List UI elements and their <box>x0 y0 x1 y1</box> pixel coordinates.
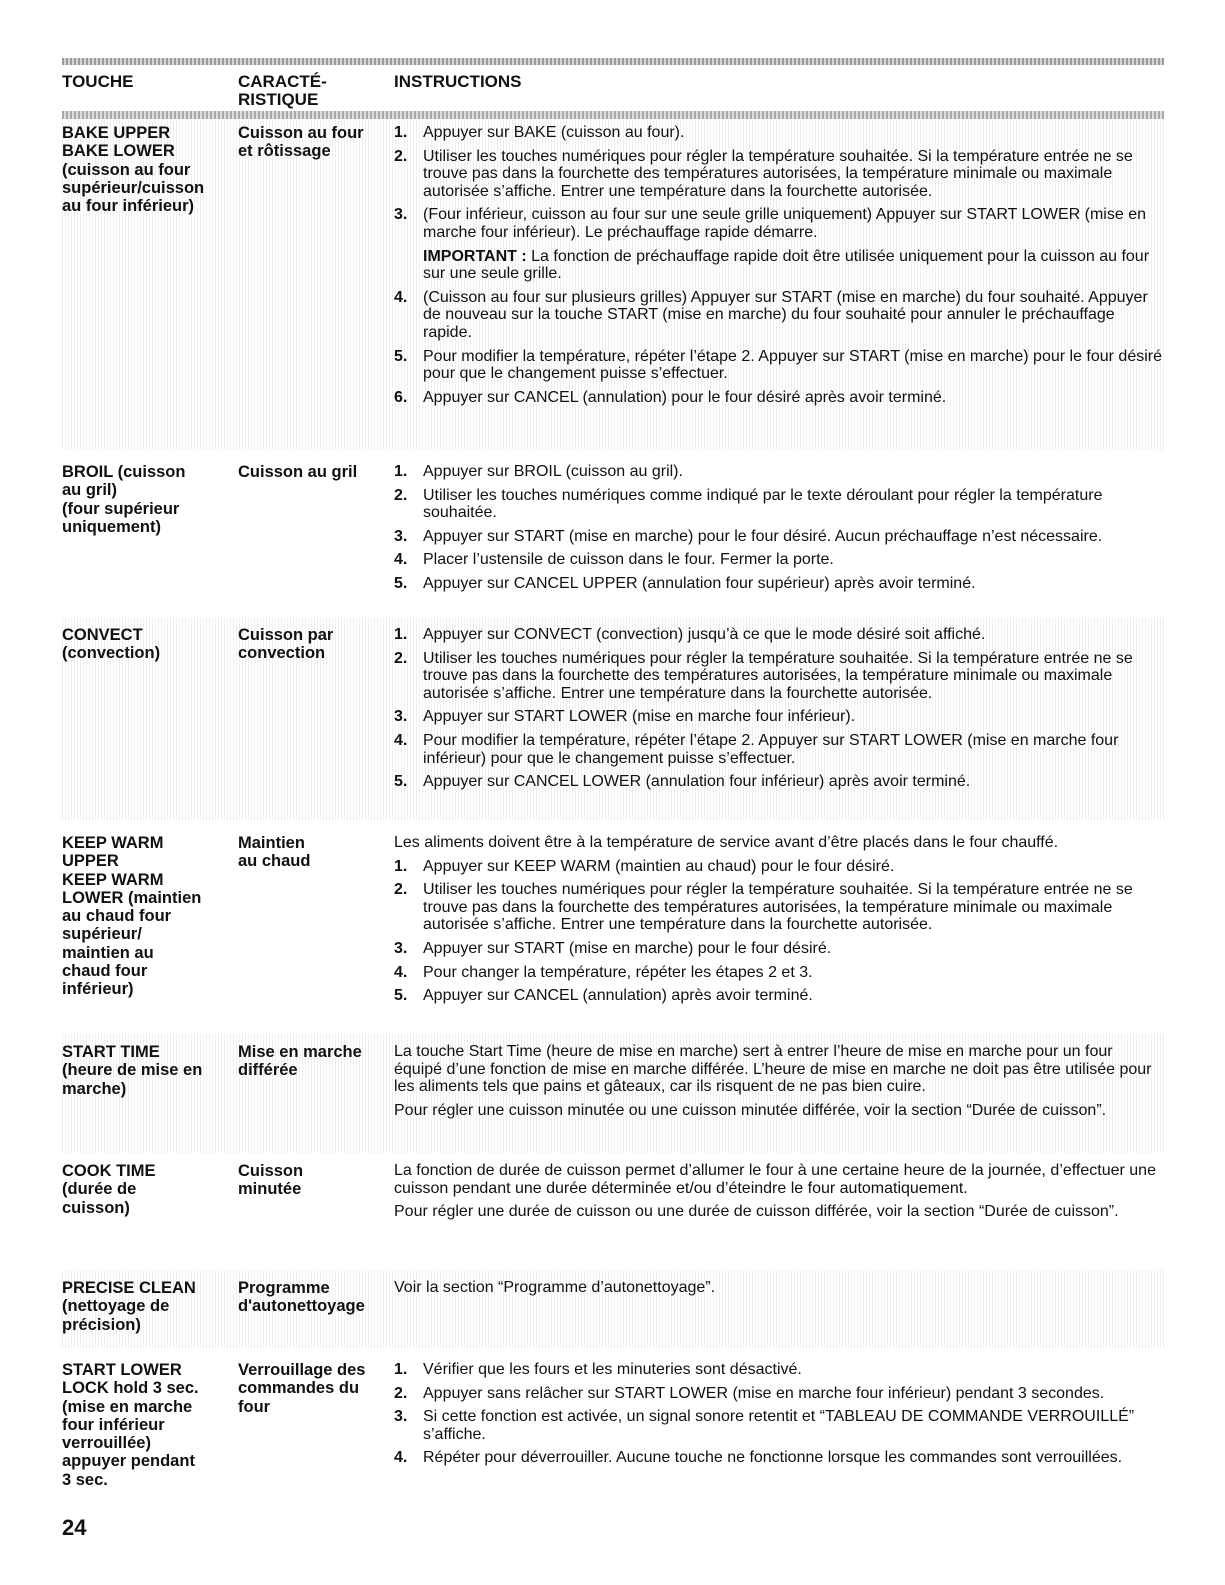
table-row-convect <box>62 618 1164 820</box>
table-row-bake <box>62 119 1164 450</box>
list-item: 5. Pour modifier la température, répéter l’étape 2. Appuyer sur START (mise en marche) pour le four désiré pour que le changement puisse s’effectuer. <box>394 347 1163 383</box>
key-precise-clean: PRECISE CLEAN (nettoyage de précision) <box>62 1279 196 1334</box>
paragraph: Pour régler une cuisson minutée ou une cuisson minutée différée, voir la section “Durée de cuisson”. <box>394 1101 1107 1119</box>
header-touche: TOUCHE <box>62 72 134 91</box>
important-note: IMPORTANT : La fonction de préchauffage rapide doit être utilisée uniquement pour la cuisson au four sur une seule grille. <box>423 247 1150 283</box>
list-item: 3. Si cette fonction est activée, un signal sonore retentit et “TABLEAU DE COMMANDE VERROUILLÉ” s’affiche. <box>394 1408 1135 1443</box>
key-start-time: START TIME (heure de mise en marche) <box>62 1043 203 1098</box>
table-header <box>62 65 1164 111</box>
feature-start-time: Mise en marche différée <box>238 1043 362 1080</box>
list-item: 1. Appuyer sur BAKE (cuisson au four). <box>394 124 685 141</box>
list-item: 2. Appuyer sans relâcher sur START LOWER (mise en marche four inférieur) pendant 3 secondes. <box>394 1384 1105 1402</box>
list-item: 1. Appuyer sur CONVECT (convection) jusqu’à ce que le mode désiré soit affiché. <box>394 626 986 643</box>
list-item: 2. Utiliser les touches numériques pour régler la température souhaitée. Si la température entrée ne se trouve pas dans la fourchette des températures autorisées, la température minimale ou maximale autorisée s’affiche. Entrer une température dans la fourchette autorisée. <box>394 881 1133 934</box>
list-item: 4. Pour modifier la température, répéter l’étape 2. Appuyer sur START LOWER (mise en marche four inférieur) pour que le changement puisse s’effectuer. <box>394 731 1119 767</box>
header-instructions: INSTRUCTIONS <box>394 72 522 91</box>
top-rule <box>62 58 1164 65</box>
feature-broil: Cuisson au gril <box>238 463 358 481</box>
header-caracteristique: CARACTÉ- RISTIQUE <box>238 72 327 109</box>
key-cook-time: COOK TIME (durée de cuisson) <box>62 1162 156 1217</box>
list-item: 3. Appuyer sur START LOWER (mise en marche four inférieur). <box>394 708 856 726</box>
feature-precise-clean: Programme d'autonettoyage <box>238 1279 365 1316</box>
list-item: 5. Appuyer sur CANCEL (annulation) après avoir terminé. <box>394 987 813 1005</box>
feature-bake: Cuisson au four et rôtissage <box>238 124 364 161</box>
feature-convect: Cuisson par convection <box>238 626 334 663</box>
table-row-lock <box>62 1348 1164 1518</box>
feature-lock: Verrouillage des commandes du four <box>238 1361 366 1416</box>
paragraph: Voir la section “Programme d’autonettoyage”. <box>394 1279 716 1296</box>
paragraph: La touche Start Time (heure de mise en marche) sert à entrer l’heure de mise en marche pour un four équipé d’une fonction de mise en marche différée. L’heure de mise en marche ne doit pas être utilisée pour les aliments tels que pains et gâteaux, car ils risquent de ne pas bien cuire. <box>394 1043 1152 1096</box>
header-rule <box>62 111 1164 119</box>
list-item: 2. Utiliser les touches numériques pour régler la température souhaitée. Si la température entrée ne se trouve pas dans la fourchette des températures autorisées, la température minimale ou maximale autorisée s’affiche. Entrer une température dans la fourchette autorisée. <box>394 147 1133 200</box>
key-lock: START LOWER LOCK hold 3 sec. (mise en marche four inférieur verrouillée) appuyer pendant 3 sec. <box>62 1361 199 1489</box>
key-broil: BROIL (cuisson au gril) (four supérieur uniquement) <box>62 463 186 536</box>
paragraph: Pour régler une durée de cuisson ou une durée de cuisson différée, voir la section “Durée de cuisson”. <box>394 1203 1119 1221</box>
key-keep-warm: KEEP WARM UPPER KEEP WARM LOWER (maintien au chaud four supérieur/ maintien au chaud four inférieur) <box>62 834 202 999</box>
list-item: 4. Pour changer la température, répéter les étapes 2 et 3. <box>394 963 813 981</box>
list-item: 2. Utiliser les touches numériques pour régler la température souhaitée. Si la température entrée ne se trouve pas dans la fourchette des températures autorisées, la température minimale ou maximale autorisée s’affiche. Entrer une température dans la fourchette autorisée. <box>394 649 1133 702</box>
table-row-start-time <box>62 1034 1164 1153</box>
intro-text: Les aliments doivent être à la température de service avant d’être placés dans le four chauffé. <box>394 834 1059 851</box>
table-row-keep-warm <box>62 820 1164 1034</box>
list-item: 3. Appuyer sur START (mise en marche) pour le four désiré. Aucun préchauffage n’est nécessaire. <box>394 527 1103 545</box>
list-item: 5. Appuyer sur CANCEL LOWER (annulation four inférieur) après avoir terminé. <box>394 773 971 791</box>
key-bake: BAKE UPPER BAKE LOWER (cuisson au four supérieur/cuisson au four inférieur) <box>62 124 205 216</box>
feature-table <box>62 58 1164 1518</box>
feature-keep-warm: Maintien au chaud <box>238 834 311 871</box>
list-item: 3. (Four inférieur, cuisson au four sur une seule grille uniquement) Appuyer sur START LOWER (mise en marche four inférieur). Le préchauffage rapide démarre. <box>394 206 1146 241</box>
table-row-broil <box>62 450 1164 618</box>
feature-cook-time: Cuisson minutée <box>238 1162 304 1199</box>
table-row-cook-time <box>62 1153 1164 1270</box>
key-convect: CONVECT (convection) <box>62 626 161 663</box>
table-row-precise-clean <box>62 1270 1164 1348</box>
list-item: 6. Appuyer sur CANCEL (annulation) pour le four désiré après avoir terminé. <box>394 388 947 406</box>
list-item: 1. Appuyer sur KEEP WARM (maintien au chaud) pour le four désiré. <box>394 857 895 875</box>
list-item: 3. Appuyer sur START (mise en marche) pour le four désiré. <box>394 939 832 957</box>
list-item: 5. Appuyer sur CANCEL UPPER (annulation four supérieur) après avoir terminé. <box>394 574 976 592</box>
list-item: 4. Placer l’ustensile de cuisson dans le four. Fermer la porte. <box>394 551 834 569</box>
page-number: 24 <box>62 1515 87 1540</box>
list-item: 1. Appuyer sur BROIL (cuisson au gril). <box>394 463 683 480</box>
list-item: 2. Utiliser les touches numériques comme indiqué par le texte déroulant pour régler la température souhaitée. <box>394 486 1103 522</box>
list-item: 4. (Cuisson au four sur plusieurs grilles) Appuyer sur START (mise en marche) du four souhaité. Appuyer de nouveau sur la touche START (mise en marche) du four souhaité pour annuler le préchauffage rapide. <box>394 288 1148 341</box>
list-item: 1. Vérifier que les fours et les minuteries sont désactivé. <box>394 1361 802 1378</box>
paragraph: La fonction de durée de cuisson permet d’allumer le four à une certaine heure de la journée, d’effectuer une cuisson pendant une durée déterminée et/ou d’éteindre le four automatiquement. <box>394 1162 1156 1197</box>
list-item: 4. Répéter pour déverrouiller. Aucune touche ne fonctionne lorsque les commandes sont verrouillées. <box>394 1449 1123 1467</box>
